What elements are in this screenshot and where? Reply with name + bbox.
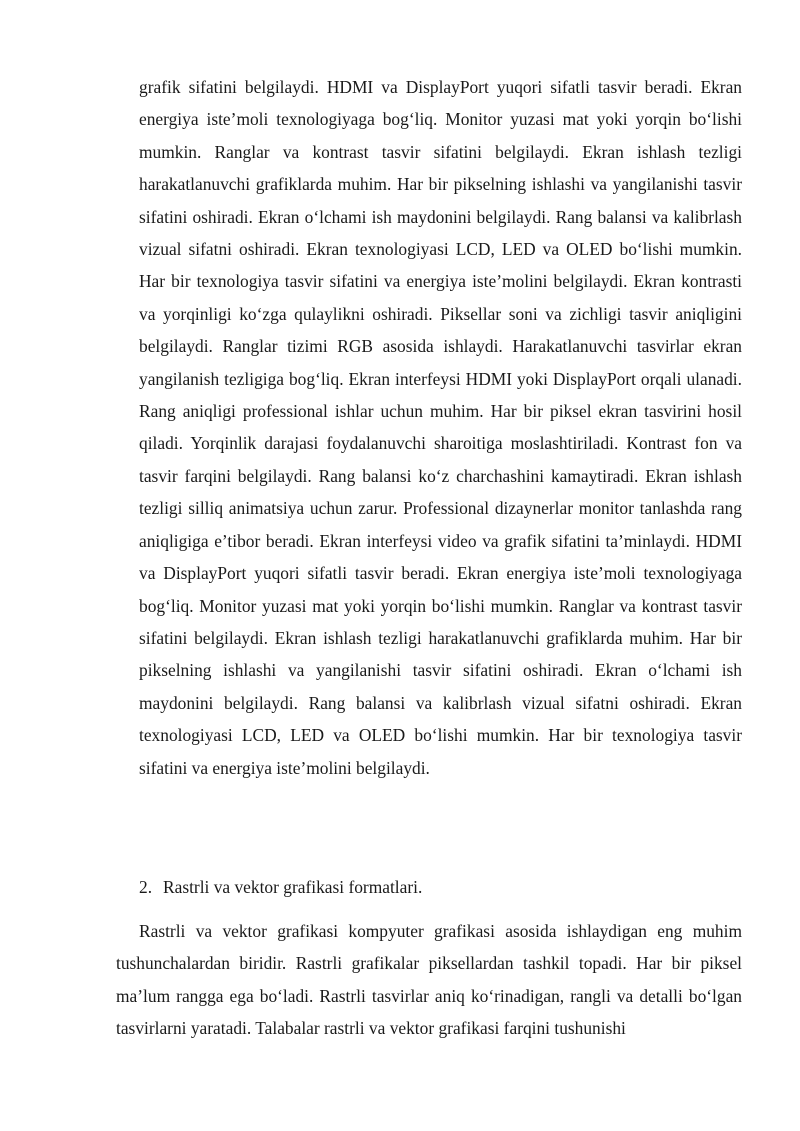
section-number: 2. bbox=[139, 877, 153, 897]
body-paragraph: grafik sifatini belgilaydi. HDMI va DisplayPort yuqori sifatli tasvir beradi. Ekran energiya iste’moli texnologiyaga bog‘liq. Monitor yuzasi mat yoki yorqin bo‘lishi mumkin. Ranglar va kontrast tasvir sifatini belgilaydi. Ekran ishlash tezligi harakatlanuvchi grafiklarda muhim. Har bir pikselning ishlashi va yangilanishi tasvir sifatini oshiradi. Ekran o‘lchami ish maydonini belgilaydi. Rang balansi va kalibrlash vizual sifatni oshiradi. Ekran texnologiyasi LCD, LED va OLED bo‘lishi mumkin. Har bir texnologiya tasvir sifatini va energiya iste’molini belgilaydi. Ekran kontrasti va yorqinligi ko‘zga qulaylikni oshiradi. Piksellar soni va zichligi tasvir aniqligini belgilaydi. Ranglar tizimi RGB asosida ishlaydi. Harakatlanuvchi tasvirlar ekran yangilanish tezligiga bog‘liq. Ekran interfeysi HDMI yoki DisplayPort orqali ulanadi. Rang aniqligi professional ishlar uchun muhim. Har bir piksel ekran tasvirini hosil qiladi. Yorqinlik darajasi foydalanuvchi sharoitiga moslashtiriladi. Kontrast fon va tasvir farqini belgilaydi. Rang balansi ko‘z charchashini kamaytiradi. Ekran ishlash tezligi silliq animatsiya uchun zarur. Professional dizaynerlar monitor tanlashda rang aniqligiga e’tibor beradi. Ekran interfeysi video va grafik sifatini ta’minlaydi. HDMI va DisplayPort yuqori sifatli tasvir beradi. Ekran energiya iste’moli texnologiyaga bog‘liq. Monitor yuzasi mat yoki yorqin bo‘lishi mumkin. Ranglar va kontrast tasvir sifatini belgilaydi. Ekran ishlash tezligi harakatlanuvchi grafiklarda muhim. Har bir pikselning ishlashi va yangilanishi tasvir sifatini oshiradi. Ekran o‘lchami ish maydonini belgilaydi. Rang balansi va kalibrlash vizual sifatni oshiradi. Ekran texnologiyasi LCD, LED va OLED bo‘lishi mumkin. Har bir texnologiya tasvir sifatini va energiya iste’molini belgilaydi. bbox=[139, 77, 742, 778]
body-paragraph: Rastrli va vektor grafikasi kompyuter grafikasi asosida ishlaydigan eng muhim tushunchalardan biridir. Rastrli grafikalar piksellardan tashkil topadi. Har bir piksel ma’lum rangga ega bo‘ladi. Rastrli tasvirlar aniq ko‘rinadigan, rangli va detalli bo‘lgan tasvirlarni yaratadi. Talabalar rastrli va vektor grafikasi farqini tushunishi bbox=[116, 921, 742, 1039]
section-title: Rastrli va vektor grafikasi formatlari. bbox=[163, 877, 423, 897]
section-heading bbox=[139, 871, 422, 903]
